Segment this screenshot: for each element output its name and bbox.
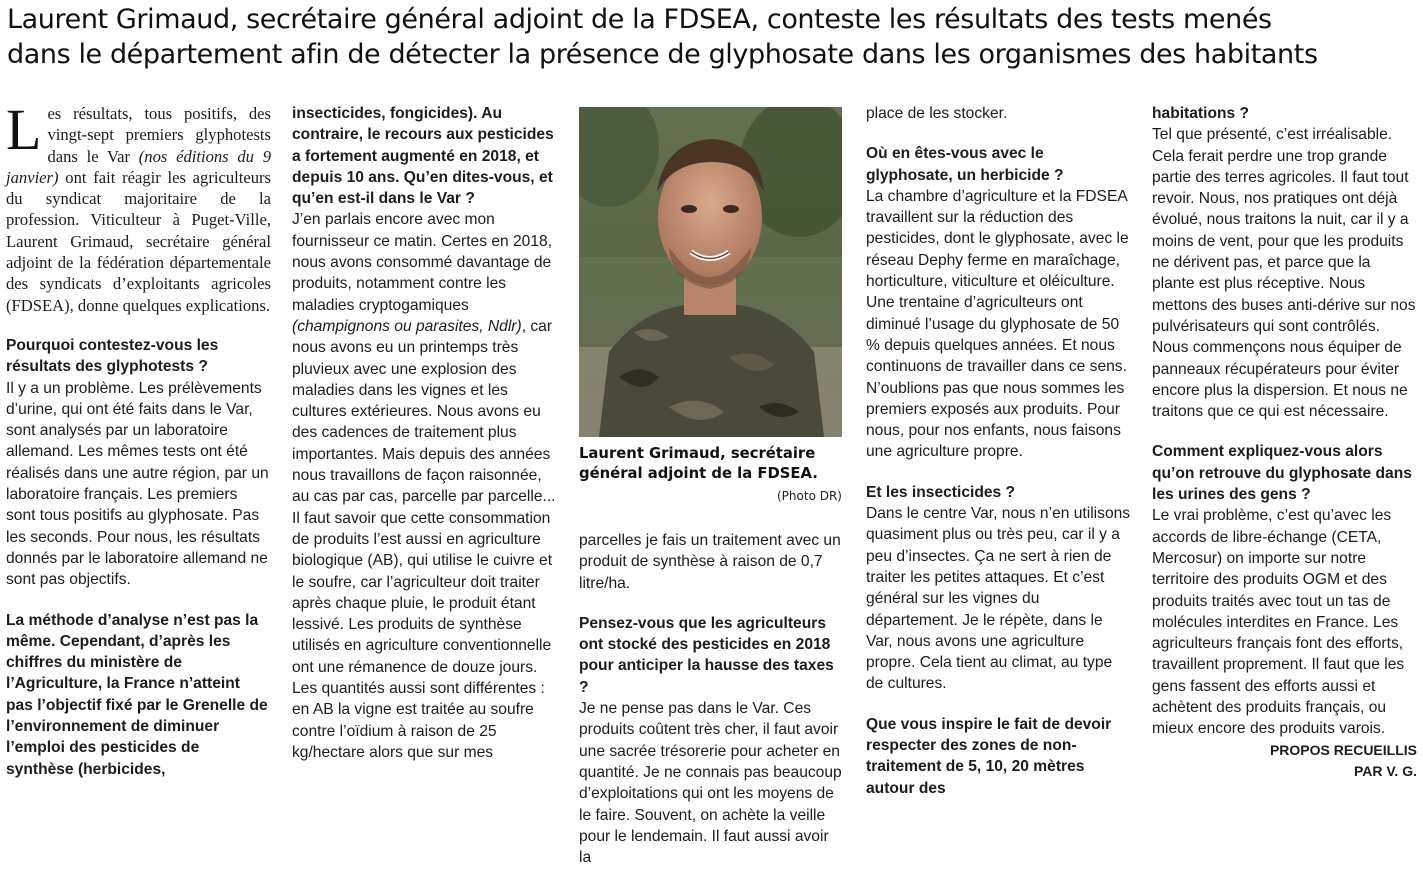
answer-3: Je ne pense pas dans le Var. Ces produits coûtent très cher, il faut avoir une sacrée trésorerie pour acheter en quantité. Je ne connais pas beaucoup d’exploitations qui ont les moyens de le faire. Souvent, on achète la veille pour le lendemain. Il faut aussi avoir la [579,700,842,867]
column-4 [866,103,1131,799]
answer-2-italic: (champignons ou parasites, Ndlr) [292,317,522,335]
answer-3-end: place de les stocker. [866,105,1008,122]
portrait-photo [579,107,842,437]
answer-1: Il y a un problème. Les prélèvements d’urine, qui ont été faits dans le Var, sont analysés par un laboratoire allemand. Les mêmes tests ont été réalisés dans une autre région, par un laboratoire français. Les premiers sont tous positifs au glyphosate. Pas les seconds. Pour nous, les résultats donnés par le laboratoire allemand ne sont pas objectifs. [6,379,269,589]
column-2 [292,103,557,763]
answer-7: Le vrai problème, c’est qu’avec les accords de libre-échange (CETA, Mercosur) on importe sur notre territoire des produits OGM et des produits traités avec tout un tas de molécules interdites en France. Les agriculteurs français font des efforts, travaillent proprement. Il faut que les gens fassent des efforts aussi et achètent des produits français, ou mieux encore des produits varois. [1152,507,1405,738]
intro-paragraph [6,97,271,316]
signature-line-2: PAR V. G. [1353,762,1417,779]
question-4: Où en êtes-vous avec le glyphosate, un herbicide ? [866,145,1064,184]
column-3 [579,530,844,868]
answer-2-end: parcelles je fais un traitement avec un produit de synthèse à raison de 0,7 litre/ha. [579,532,841,592]
photo-credit: (Photo DR) [777,489,842,503]
question-1: Pourquoi contestez-vous les résultats des glyphotests ? [6,336,219,376]
answer-4: La chambre d’agriculture et la FDSEA travaillent sur la réduction des pesticides, dont le glyphosate, avec le réseau Dephy ferme en maraîchage, horticulture, viticulture et oléiculture. Une trentaine d’agriculteurs ont diminué l’usage du glyphosate de 50 % depuis quelques années. Et nous continuons de travailler dans ce sens. N’oublions pas que nous sommes les premiers exposés aux produits. Pour nous, pour nos enfants, nous faisons une agriculture propre. [866,187,1129,461]
author-signature [1152,740,1417,782]
column-5 [1152,103,1417,782]
drop-cap: L [6,97,42,162]
question-6-end: habitations ? [1152,105,1250,122]
answer-2 [292,209,557,763]
article-headline [7,2,1419,72]
column-1 [6,97,271,780]
headline-line-2: dans le département afin de détecter la présence de glyphosate dans les organismes des habitants [7,39,1318,70]
question-7: Comment expliquez-vous alors qu’on retrouve du glyphosate dans les urines des gens ? [1152,443,1412,504]
intro-italic: (nos éditions du 9 janvier) [6,146,271,187]
portrait-illustration [579,107,842,437]
intro-text-end: ont fait réagir les agriculteurs du syndicat majoritaire de la profession. Viticulteur à Puget-Ville, Laurent Grimaud, secrétaire général adjoint de la fédération départementale des syndicats d’exploitants agricoles (FDSEA), donne quelques explications. [6,167,271,315]
answer-5: Dans le centre Var, nous n’en utilisons quasiment plus ou très peu, car il y a peu d’insectes. Ça ne sert à rien de traiter les petites attaques. Et c’est général sur les vignes du département. Je le répète, dans le Var, nous avons une agriculture propre. Cela tient au climat, au type de cultures. [866,505,1131,693]
question-3: Pensez-vous que les agriculteurs ont stocké des pesticides en 2018 pour anticiper la hausse des taxes ? [579,614,834,696]
question-2-continued: insecticides, fongicides). Au contraire, le recours aux pesticides a fortement augmenté en 2018, et depuis 10 ans. Qu’en dites-vous, et qu’en est-il dans le Var ? [292,105,554,208]
answer-2-text: J’en parlais encore avec mon fournisseur ce matin. Certes en 2018, nous avons consommé davantage de produits, notamment contre les maladies cryptogamiques [292,211,553,314]
signature-line-1: PROPOS RECUEILLIS [1269,741,1417,758]
answer-2-text-end: , car nous avons eu un printemps très pluvieux avec une explosion des maladies dans les vignes et les cultures extérieures. Nous avons eu des cadences de traitement plus importantes. Mais depuis des années nous travaillons de façon raisonnée, au cas par cas, parcelle par parcelle... Il faut savoir que cette consommation de produits l’est aussi en agriculture biologique (AB), qui utilise le cuivre et le soufre, car l’agriculteur doit traiter après chaque pluie, le produit étant lessivé. Les produits de synthèse utilisés en agriculture conventionnelle ont une rémanence de douze jours. Les quantités aussi sont différentes : en AB la vigne est traitée au soufre contre l’oïdium à raison de 25 kg/hectare alors que sur mes [292,317,556,761]
question-5: Et les insecticides ? [866,483,1016,501]
photo-caption: Laurent Grimaud, secrétaire général adjoint de la FDSEA. [579,445,818,482]
question-2: La méthode d’analyse n’est pas la même. Cependant, d’après les chiffres du ministère de l’Agriculture, la France n’atteint pas l’objectif fixé par le Grenelle de l’environnement de diminuer l’emploi des pesticides de synthèse (herbicides, [6,611,268,778]
intro-text: es résultats, tous positifs, des vingt-sept premiers glyphotests dans le Var [47,104,271,166]
answer-6: Tel que présenté, c’est irréalisable. Cela ferait perdre une trop grande partie des terres agricoles. Il faut tout revoir. Nous, nos pratiques ont déjà évolué, nous traitons la nuit, car il y a moins de vent, pour que les produits ne dérivent pas, et parce que la plante est plus réceptive. Nous mettons des buses anti-dérive sur nos pulvérisateurs qui sont contrôlés. Nous commençons nous équiper de panneaux récupérateurs pour éviter encore plus la dispersion. Et nous ne traitons que ce qui est nécessaire. [1152,126,1416,421]
headline-line-1: Laurent Grimaud, secrétaire général adjoint de la FDSEA, conteste les résultats des tests menés [7,4,1272,35]
question-6: Que vous inspire le fait de devoir respecter des zones de non-traitement de 5, 10, 20 mètres autour des [866,715,1112,797]
